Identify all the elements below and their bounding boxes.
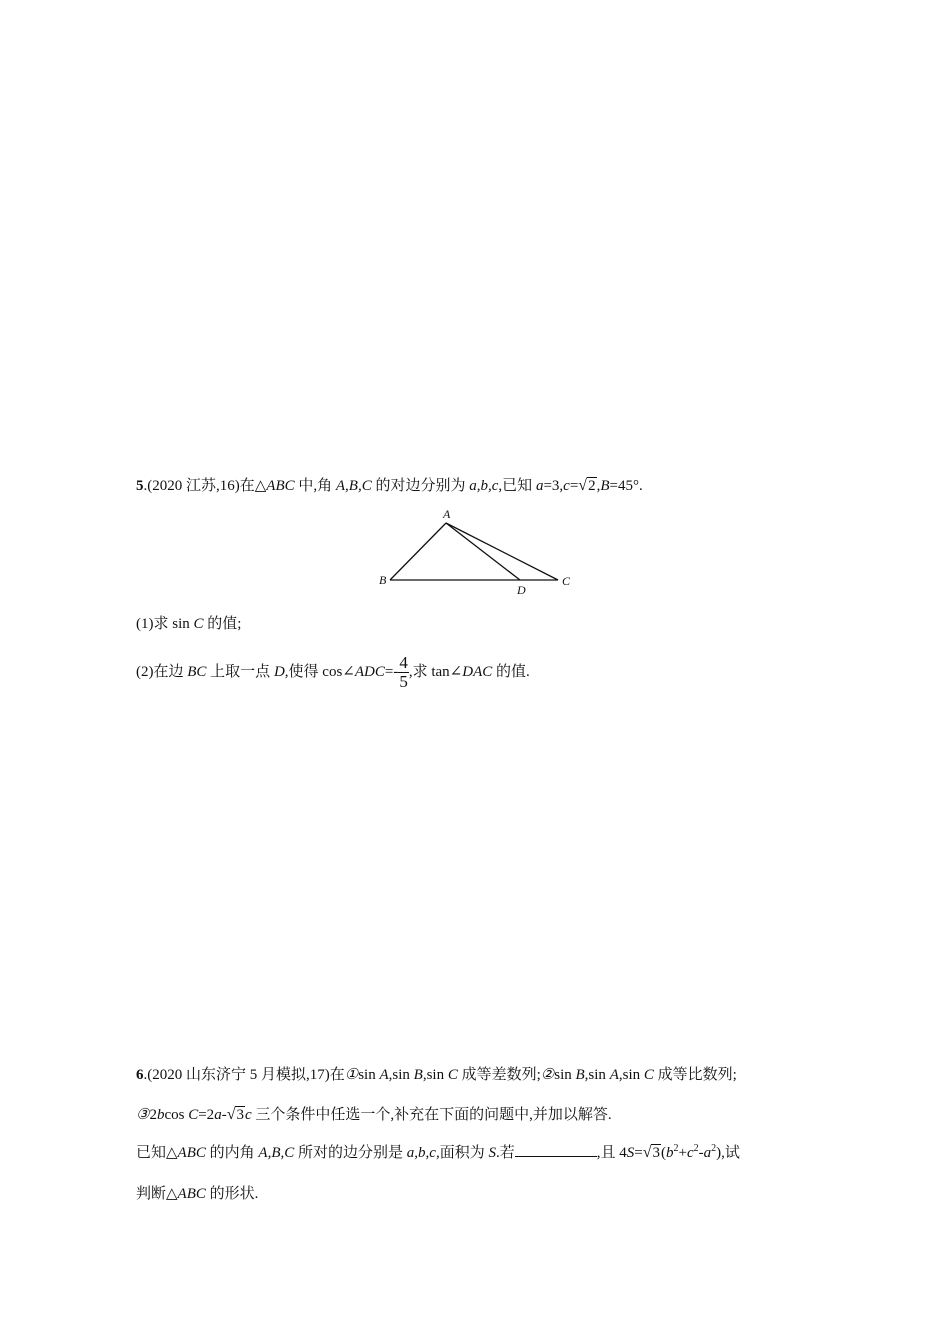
text: 的形状. bbox=[205, 1186, 259, 1202]
text: ,sin bbox=[388, 1067, 414, 1083]
sides: a,b,c bbox=[406, 1145, 436, 1161]
text: .若 bbox=[495, 1145, 515, 1161]
var-a: a bbox=[535, 478, 544, 494]
triangle-name: ABC bbox=[177, 1145, 206, 1161]
text: 上取一点 bbox=[206, 664, 274, 680]
segment-BC: BC bbox=[187, 664, 207, 680]
q5-statement bbox=[136, 475, 643, 497]
q6-line3 bbox=[136, 1142, 740, 1164]
equals: = bbox=[569, 478, 579, 494]
q5-part1 bbox=[136, 613, 241, 635]
circled-3: ③ bbox=[136, 1107, 150, 1123]
var-S: S bbox=[626, 1145, 635, 1161]
text: =2 bbox=[198, 1107, 215, 1123]
sqrt-arg: 2 bbox=[588, 478, 596, 494]
text: 所对的边分别是 bbox=[294, 1145, 407, 1161]
radical-icon: √ bbox=[642, 1144, 652, 1161]
label-A: A bbox=[443, 507, 451, 521]
text: =- bbox=[384, 664, 399, 680]
sqrt-3 bbox=[227, 1104, 245, 1126]
label-C: C bbox=[562, 574, 571, 588]
text: ),试 bbox=[716, 1145, 740, 1161]
text: cos bbox=[164, 1107, 189, 1123]
edge-AC bbox=[446, 523, 558, 580]
var: A bbox=[609, 1067, 619, 1083]
circled-2: ② bbox=[540, 1067, 555, 1083]
text: ,sin bbox=[618, 1067, 644, 1083]
answer-blank[interactable] bbox=[515, 1142, 597, 1157]
text: ( bbox=[660, 1145, 666, 1161]
text: ,已知 bbox=[498, 478, 536, 494]
text: 中,角 bbox=[294, 478, 336, 494]
sqrt-2 bbox=[578, 475, 596, 497]
var: C bbox=[188, 1107, 199, 1123]
text: ,且 4 bbox=[596, 1145, 627, 1161]
circled-1: ① bbox=[344, 1067, 359, 1083]
text: (2)在边 bbox=[136, 664, 188, 680]
text: 成等比数列; bbox=[653, 1067, 737, 1083]
var: c bbox=[686, 1145, 694, 1161]
label-D: D bbox=[517, 583, 526, 597]
var-C: C bbox=[193, 616, 204, 632]
exponent: 2 bbox=[673, 1143, 679, 1154]
text: = bbox=[634, 1145, 643, 1161]
edge-AB bbox=[390, 523, 446, 580]
var: b bbox=[156, 1107, 165, 1123]
var: B bbox=[575, 1067, 585, 1083]
var: a bbox=[703, 1145, 712, 1161]
text: 的内角 bbox=[205, 1145, 259, 1161]
edge-AD bbox=[446, 523, 520, 580]
triangle-figure bbox=[370, 505, 580, 597]
text: 的值; bbox=[203, 616, 242, 632]
text: - bbox=[221, 1107, 227, 1123]
text: ,sin bbox=[584, 1067, 610, 1083]
q5-number: 5 bbox=[136, 478, 144, 494]
text: 成等差数列; bbox=[457, 1067, 541, 1083]
text: sin bbox=[358, 1067, 380, 1083]
text: - bbox=[698, 1145, 704, 1161]
a-value: =3, bbox=[543, 478, 564, 494]
q6-source: .(2020 山东济宁 5 月模拟,17)在 bbox=[143, 1067, 345, 1083]
text: 判断△ bbox=[136, 1186, 178, 1202]
text: ,面积为 bbox=[435, 1145, 489, 1161]
var: C bbox=[643, 1067, 654, 1083]
q6-line4 bbox=[136, 1183, 258, 1205]
B-value: =45°. bbox=[609, 478, 643, 494]
numerator: 4 bbox=[399, 653, 408, 673]
sides: a,b,c bbox=[469, 478, 499, 494]
radical-icon: √ bbox=[226, 1106, 236, 1123]
point-D: D bbox=[273, 664, 285, 680]
text: ,使得 cos∠ bbox=[284, 664, 355, 680]
label-B: B bbox=[379, 573, 387, 587]
exponent: 2 bbox=[711, 1143, 717, 1154]
text: 已知△ bbox=[136, 1145, 178, 1161]
var: c bbox=[244, 1107, 252, 1123]
var-B: B bbox=[600, 478, 610, 494]
text: 的值. bbox=[492, 664, 530, 680]
q5-part2 bbox=[136, 652, 530, 692]
text: 2 bbox=[149, 1107, 157, 1123]
sqrt-arg: 3 bbox=[652, 1145, 660, 1161]
q6-line1 bbox=[136, 1064, 737, 1086]
angles: A,B,C bbox=[258, 1145, 295, 1161]
angle-ADC: ADC bbox=[354, 664, 385, 680]
var: a bbox=[214, 1107, 222, 1123]
text: (1)求 sin bbox=[136, 616, 194, 632]
denominator: 5 bbox=[399, 672, 408, 692]
angle-DAC: DAC bbox=[462, 664, 493, 680]
text: 的对边分别为 bbox=[371, 478, 470, 494]
var: b bbox=[665, 1145, 674, 1161]
q6-line2 bbox=[136, 1104, 612, 1126]
exponent: 2 bbox=[693, 1143, 699, 1154]
sqrt-arg: 3 bbox=[236, 1107, 244, 1123]
var: A bbox=[379, 1067, 389, 1083]
triangle-name: ABC bbox=[177, 1186, 206, 1202]
comma: , bbox=[596, 478, 601, 494]
text: + bbox=[678, 1145, 687, 1161]
radical-icon: √ bbox=[578, 477, 588, 494]
text: ,sin bbox=[422, 1067, 448, 1083]
q5-source: .(2020 江苏,16)在△ bbox=[143, 478, 267, 494]
var: B bbox=[413, 1067, 423, 1083]
text: 三个条件中任选一个,补充在下面的问题中,并加以解答. bbox=[251, 1107, 612, 1123]
var-S: S bbox=[488, 1145, 496, 1161]
triangle-name: ABC bbox=[266, 478, 295, 494]
fraction-4-5 bbox=[398, 654, 409, 691]
angles: A,B,C bbox=[335, 478, 372, 494]
sqrt-3b bbox=[643, 1142, 661, 1164]
var-c: c bbox=[563, 478, 570, 494]
var: C bbox=[447, 1067, 458, 1083]
q6-number: 6 bbox=[136, 1067, 144, 1083]
text: ,求 tan∠ bbox=[408, 664, 463, 680]
text: sin bbox=[554, 1067, 576, 1083]
